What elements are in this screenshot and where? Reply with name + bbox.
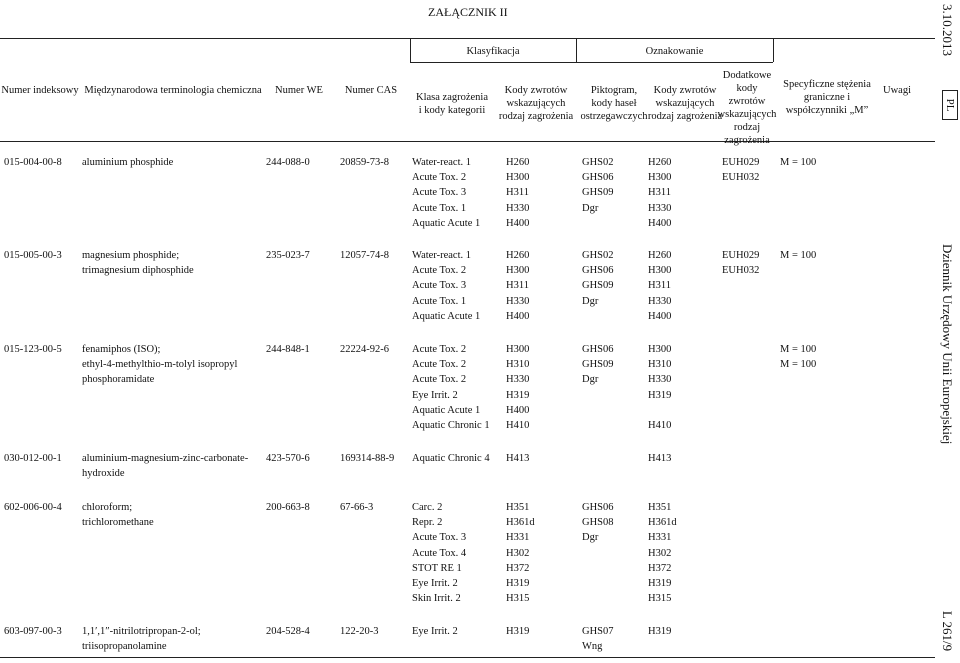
cell-line: 030-012-00-1: [4, 453, 62, 464]
cell-line: H331: [648, 532, 672, 544]
cell-line: Aquatic Acute 1: [412, 404, 481, 416]
cell-line: H310: [648, 359, 672, 371]
cell-line: GHS06: [582, 344, 614, 355]
cell-line: H311: [506, 280, 529, 292]
cell-label-hazard-codes: [648, 624, 671, 639]
group-header-rule: [410, 62, 773, 63]
cell-line: H372: [506, 562, 530, 574]
col-header-pictogram: Piktogram, kody haseł ostrzegawczych: [580, 85, 648, 122]
cell-line: M = 100: [780, 359, 817, 371]
cell-index: [4, 500, 62, 515]
col-header-ec: Numer WE: [275, 85, 323, 96]
cell-cas-number: [340, 451, 394, 466]
cell-line: GHS02: [582, 250, 614, 261]
cell-line: 12057-74-8: [340, 250, 389, 261]
cell-line: H319: [648, 389, 672, 401]
cell-line: 1,1′,1″-nitrilotripropan-2-ol;: [82, 626, 201, 637]
cell-line: Water-react. 1: [412, 157, 471, 168]
cell-line: H351: [648, 502, 672, 513]
cell-line: H410: [506, 419, 530, 431]
cell-line: H361d: [648, 517, 677, 529]
side-journal-title: Dziennik Urzędowy Unii Europejskiej: [940, 244, 955, 445]
cell-hazard-statement-codes: [506, 155, 529, 231]
cell-line: H310: [506, 359, 530, 371]
cell-line: EUH029: [722, 157, 760, 168]
col-header-hazard-statement-codes: Kody zwrotów wskazujących rodzaj zagrożenia: [498, 85, 574, 122]
cell-ec-number: [266, 248, 310, 263]
cell-line: H300: [648, 344, 672, 355]
cell-cas-number: [340, 624, 379, 639]
cell-line: Acute Tox. 4: [412, 547, 467, 559]
cell-specific-concentration: [780, 248, 816, 263]
cell-line: H330: [648, 374, 672, 386]
cell-hazard-class: [412, 155, 480, 231]
cell-line: H300: [506, 344, 530, 355]
cell-line: chloroform;: [82, 502, 133, 513]
cell-line: GHS02: [582, 157, 614, 168]
cell-line: phosphoramidate: [82, 374, 155, 386]
cell-line: Acute Tox. 3: [412, 187, 467, 199]
cell-label-hazard-codes: [648, 500, 677, 606]
cell-line: H331: [506, 532, 530, 544]
side-date: 3.10.2013: [940, 4, 955, 56]
cell-line: 200-663-8: [266, 502, 310, 513]
cell-line: 20859-73-8: [340, 157, 389, 168]
cell-cas-number: [340, 248, 389, 263]
cell-line: Eye Irrit. 2: [412, 626, 458, 637]
cell-hazard-statement-codes: [506, 451, 529, 466]
cell-ec-number: [266, 342, 310, 357]
group-header-labelling: Oznakowanie: [645, 46, 704, 57]
cell-line: 423-570-6: [266, 453, 310, 464]
cell-line: H319: [648, 626, 672, 637]
cell-line: Acute Tox. 1: [412, 295, 467, 307]
cell-chemical-name: [82, 155, 173, 170]
cell-line: H319: [506, 389, 530, 401]
cell-index: [4, 451, 62, 466]
cell-label-hazard-codes: [648, 451, 671, 466]
cell-hazard-class: [412, 500, 466, 606]
cell-line: Dgr: [582, 374, 599, 386]
cell-line: GHS08: [582, 517, 614, 529]
cell-line: H330: [648, 295, 672, 307]
cell-line: Dgr: [582, 295, 599, 307]
cell-line: STOT RE 1: [412, 562, 462, 574]
cell-specific-concentration: [780, 342, 816, 372]
cell-line: 244-088-0: [266, 157, 310, 168]
cell-line: Acute Tox. 3: [412, 280, 467, 292]
cell-line: 015-005-00-3: [4, 250, 62, 261]
cell-line: Eye Irrit. 2: [412, 389, 458, 401]
cell-ec-number: [266, 500, 310, 515]
cell-hazard-class: [412, 342, 490, 433]
cell-line: H300: [506, 172, 530, 184]
cell-line: Acute Tox. 2: [412, 359, 467, 371]
cell-line: H300: [648, 265, 672, 277]
cell-line: H413: [648, 453, 672, 464]
cell-line: aluminium-magnesium-zinc-carbonate-: [82, 453, 249, 464]
cell-index: [4, 624, 62, 639]
cell-line: H400: [506, 404, 530, 416]
cell-line: 122-20-3: [340, 626, 379, 637]
cell-line: M = 100: [780, 344, 817, 355]
cell-line: H319: [506, 626, 530, 637]
cell-chemical-name: [82, 342, 237, 388]
col-header-label-hazard-codes: Kody zwrotów wskazujących rodzaj zagrożenia: [647, 85, 723, 122]
cell-line: EUH032: [722, 265, 760, 277]
cell-line: EUH029: [722, 250, 760, 261]
table-bottom-rule: [0, 657, 935, 658]
cell-line: 015-004-00-8: [4, 157, 62, 168]
cell-label-hazard-codes: [648, 248, 671, 324]
cell-line: 244-848-1: [266, 344, 310, 355]
cell-line: Aquatic Acute 1: [412, 310, 481, 322]
cell-line: H351: [506, 502, 530, 513]
cell-hazard-statement-codes: [506, 500, 535, 606]
cell-line: [648, 403, 671, 418]
cell-line: Dgr: [582, 202, 599, 214]
cell-line: H330: [648, 202, 672, 214]
cell-line: GHS09: [582, 280, 614, 292]
cell-index: [4, 155, 62, 170]
cell-line: H330: [506, 374, 530, 386]
cell-line: hydroxide: [82, 468, 125, 480]
cell-line: Acute Tox. 2: [412, 172, 467, 184]
cell-pictogram: [582, 248, 614, 309]
cell-line: ethyl-4-methylthio-m-tolyl isopropyl: [82, 359, 238, 371]
cell-pictogram: [582, 500, 614, 546]
annex-title: ZAŁĄCZNIK II: [428, 5, 508, 19]
cell-line: M = 100: [780, 250, 817, 261]
cell-line: H300: [648, 172, 672, 184]
cell-line: 169314-88-9: [340, 453, 395, 464]
cell-line: Wng: [582, 641, 603, 653]
cell-line: H400: [648, 217, 672, 229]
col-header-notes: Uwagi: [883, 85, 911, 96]
side-language-badge: PL: [942, 90, 958, 120]
cell-index: [4, 248, 62, 263]
cell-cas-number: [340, 155, 389, 170]
cell-line: Acute Tox. 2: [412, 265, 467, 277]
col-header-supplemental-codes: Dodatkowe kody zwrotów wskazujących rodzaj zagrożenia: [717, 70, 777, 146]
cell-line: 22224-92-6: [340, 344, 389, 355]
cell-supplemental-codes: [722, 155, 759, 185]
cell-label-hazard-codes: [648, 342, 671, 433]
cell-hazard-class: [412, 248, 480, 324]
cell-ec-number: [266, 624, 310, 639]
cell-ec-number: [266, 451, 310, 466]
cell-hazard-class: [412, 624, 458, 639]
cell-line: H311: [648, 187, 671, 199]
cell-chemical-name: [82, 248, 194, 278]
cell-line: H260: [648, 250, 672, 261]
cell-line: 602-006-00-4: [4, 502, 62, 513]
cell-line: Skin Irrit. 2: [412, 593, 461, 605]
cell-line: 204-528-4: [266, 626, 310, 637]
cell-cas-number: [340, 500, 373, 515]
cell-specific-concentration: [780, 155, 816, 170]
cell-pictogram: [582, 155, 614, 216]
cell-cas-number: [340, 342, 389, 357]
cell-line: H361d: [506, 517, 535, 529]
cell-line: GHS06: [582, 265, 614, 277]
cell-chemical-name: [82, 624, 201, 654]
cell-chemical-name: [82, 451, 248, 481]
col-header-specific-concentration: Specyficzne stężenia graniczne i współczynniki „M”: [783, 79, 871, 116]
cell-line: 015-123-00-5: [4, 344, 62, 355]
cell-line: H302: [648, 547, 672, 559]
header-bottom-rule: [0, 141, 935, 142]
cell-line: H302: [506, 547, 530, 559]
cell-line: Water-react. 1: [412, 250, 471, 261]
cell-line: M = 100: [780, 157, 817, 168]
cell-line: H330: [506, 295, 530, 307]
cell-line: Acute Tox. 2: [412, 374, 467, 386]
cell-index: [4, 342, 62, 357]
side-page-number: L 261/9: [940, 610, 955, 652]
cell-line: H260: [506, 250, 530, 261]
cell-line: magnesium phosphide;: [82, 250, 180, 261]
cell-line: H319: [506, 577, 530, 589]
cell-line: H400: [506, 217, 530, 229]
cell-line: Eye Irrit. 2: [412, 577, 458, 589]
cell-line: triisopropanolamine: [82, 641, 167, 653]
cell-line: H372: [648, 562, 672, 574]
cell-hazard-statement-codes: [506, 248, 529, 324]
cell-line: H315: [648, 593, 672, 605]
cell-line: trichloromethane: [82, 517, 154, 529]
cell-pictogram: [582, 342, 614, 388]
cell-ec-number: [266, 155, 310, 170]
col-header-chemical-name: Międzynarodowa terminologia chemiczna: [84, 85, 262, 96]
cell-line: GHS09: [582, 187, 614, 199]
cell-line: EUH032: [722, 172, 760, 184]
cell-line: GHS09: [582, 359, 614, 371]
cell-line: 67-66-3: [340, 502, 374, 513]
cell-line: 603-097-00-3: [4, 626, 62, 637]
cell-line: H260: [506, 157, 530, 168]
cell-line: Repr. 2: [412, 517, 443, 529]
cell-line: GHS06: [582, 502, 614, 513]
group-right-edge: [773, 38, 774, 62]
cell-supplemental-codes: [722, 248, 759, 278]
col-header-cas: Numer CAS: [344, 85, 398, 96]
cell-line: Dgr: [582, 532, 599, 544]
group-header-classification: Klasyfikacja: [466, 46, 520, 57]
cell-line: H400: [506, 310, 530, 322]
cell-line: aluminium phosphide: [82, 157, 174, 168]
col-header-index: Numer indeksowy: [1, 85, 79, 96]
cell-line: GHS06: [582, 172, 614, 184]
cell-line: H300: [506, 265, 530, 277]
cell-line: H311: [506, 187, 529, 199]
cell-line: H311: [648, 280, 671, 292]
cell-line: H260: [648, 157, 672, 168]
cell-line: Carc. 2: [412, 502, 443, 513]
cell-pictogram: [582, 624, 614, 654]
cell-line: H400: [648, 310, 672, 322]
cell-line: Aquatic Acute 1: [412, 217, 481, 229]
cell-line: H330: [506, 202, 530, 214]
cell-line: H413: [506, 453, 530, 464]
cell-line: Acute Tox. 1: [412, 202, 467, 214]
cell-line: H319: [648, 577, 672, 589]
cell-line: Acute Tox. 3: [412, 532, 467, 544]
col-header-hazard-class: Klasa zagrożenia i kody kategorii: [416, 92, 488, 116]
cell-line: H315: [506, 593, 530, 605]
cell-label-hazard-codes: [648, 155, 671, 231]
cell-line: H410: [648, 419, 672, 431]
cell-hazard-statement-codes: [506, 342, 529, 433]
table-top-rule: [0, 38, 935, 39]
cell-hazard-class: [412, 451, 490, 466]
cell-line: Aquatic Chronic 1: [412, 419, 490, 431]
cell-line: GHS07: [582, 626, 614, 637]
cell-line: Acute Tox. 2: [412, 344, 467, 355]
cell-line: fenamiphos (ISO);: [82, 344, 161, 355]
cell-line: Aquatic Chronic 4: [412, 453, 490, 464]
cell-line: 235-023-7: [266, 250, 310, 261]
cell-line: trimagnesium diphosphide: [82, 265, 194, 277]
cell-hazard-statement-codes: [506, 624, 529, 639]
cell-chemical-name: [82, 500, 154, 530]
